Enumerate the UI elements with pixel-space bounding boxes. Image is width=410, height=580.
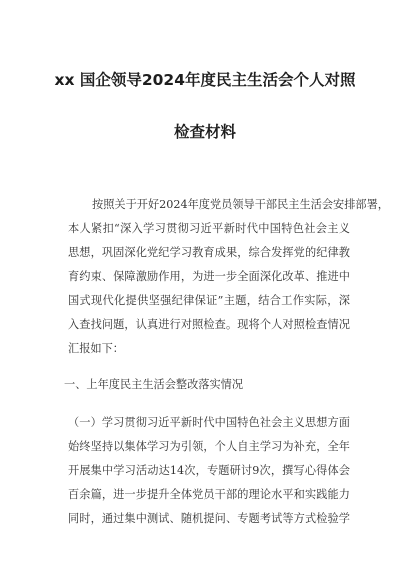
paragraph-line: 国式现代化提供坚强纪律保证”主题，结合工作实际，深 [68, 294, 350, 307]
paragraph-line: 入查找问题，认真进行对照检查。现将个人对照检查情况 [68, 318, 350, 331]
document-title-line-2: 检查材料 [173, 123, 236, 141]
paragraph-line: 本人紧扣“深入学习贯彻习近平新时代中国特色社会主义 [68, 222, 350, 235]
document-title-line-1: xx 国企领导2024年度民主生活会个人对照 [54, 71, 356, 89]
paragraph-line: 思想，巩固深化党纪学习教育成果，综合发挥党的纪律教 [68, 246, 350, 259]
paragraph-line: 育约束、保障激励作用，为进一步全面深化改革、推进中 [68, 270, 350, 283]
paragraph-line: （一）学习贯彻习近平新时代中国特色社会主义思想方面 [68, 416, 350, 429]
paragraph-line: 百余篇，进一步提升全体党员干部的理论水平和实践能力 [68, 488, 350, 501]
paragraph-line: 始终坚持以集体学习为引领，个人自主学习为补充，全年 [68, 440, 350, 453]
section-heading: 一、上年度民主生活会整改落实情况 [64, 378, 244, 391]
paragraph-line: 汇报如下： [68, 342, 124, 355]
paragraph-line: 同时，通过集中测试、随机提问、专题考试等方式检验学 [68, 512, 350, 525]
paragraph-line: 按照关于开好2024年度党员领导干部民主生活会安排部署， [92, 198, 389, 211]
paragraph-line: 开展集中学习活动达14次，专题研讨9次，撰写心得体会 [68, 464, 350, 477]
